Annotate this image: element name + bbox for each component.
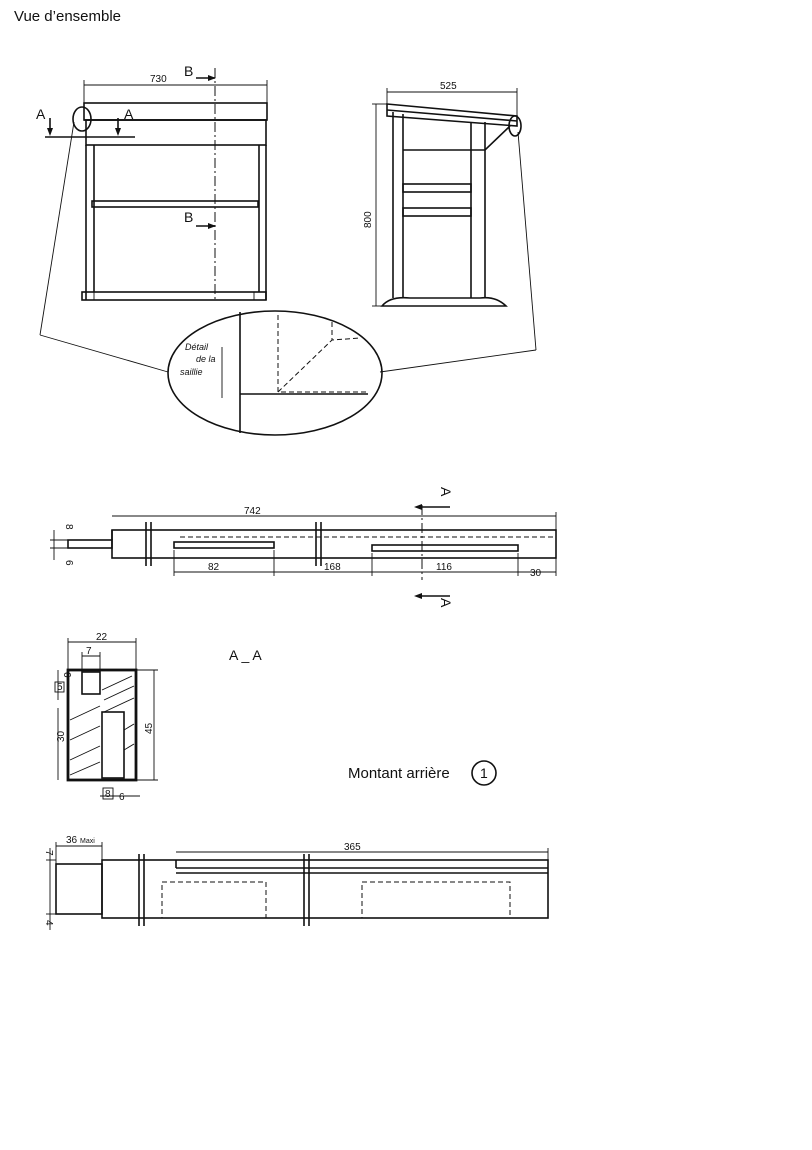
section-a-a [55,632,262,803]
part-label [348,761,496,785]
bot-dim-36: 36 [66,835,78,846]
detail-text-2: de la [196,354,216,364]
long-dim-116: 116 [436,562,452,573]
side-height-dim: 800 [363,211,374,228]
section-label: A _ A [229,647,262,663]
part-name: Montant arrière [348,765,450,782]
section-a-label-right: A [124,106,134,122]
bot-dim-7: 7 [43,850,54,856]
detail-text-1: Détail [185,342,209,352]
long-length-dim: 742 [244,506,261,517]
bot-dim-4: 4 [43,920,54,926]
sec-dim-5: 5 [57,682,63,693]
front-view [36,63,267,300]
bottom-view [43,835,548,930]
sec-dim-30: 30 [56,730,67,742]
long-view [50,487,556,608]
section-a-label-left: A [36,106,46,122]
long-dim-30: 30 [530,568,542,579]
sec-dim-45: 45 [144,722,155,734]
sec-dim-22: 22 [96,632,108,643]
sec-dim-6bot: 6 [119,792,125,803]
page-title: Vue d’ensemble [14,8,122,25]
long-dim-8: 8 [63,524,74,530]
sec-dim-7: 7 [86,646,92,657]
detail-text-3: saillie [180,367,203,377]
sec-dim-6top: 6 [61,672,72,678]
front-width-dim: 730 [150,74,167,85]
long-section-a-top: A [438,487,454,497]
part-number: 1 [480,765,488,781]
long-dim-82: 82 [208,562,220,573]
bot-dim-365: 365 [344,842,361,853]
section-b-label-bottom: B [184,209,194,225]
sec-dim-8: 8 [105,789,111,800]
detail-view [40,122,536,435]
long-dim-168: 168 [324,562,341,573]
long-dim-6: 6 [63,560,74,566]
long-section-a-bottom: A [438,598,454,608]
side-view [363,81,521,306]
section-b-label-top: B [184,63,194,79]
side-width-dim: 525 [440,81,457,92]
bot-maxi: Maxi [80,838,95,845]
